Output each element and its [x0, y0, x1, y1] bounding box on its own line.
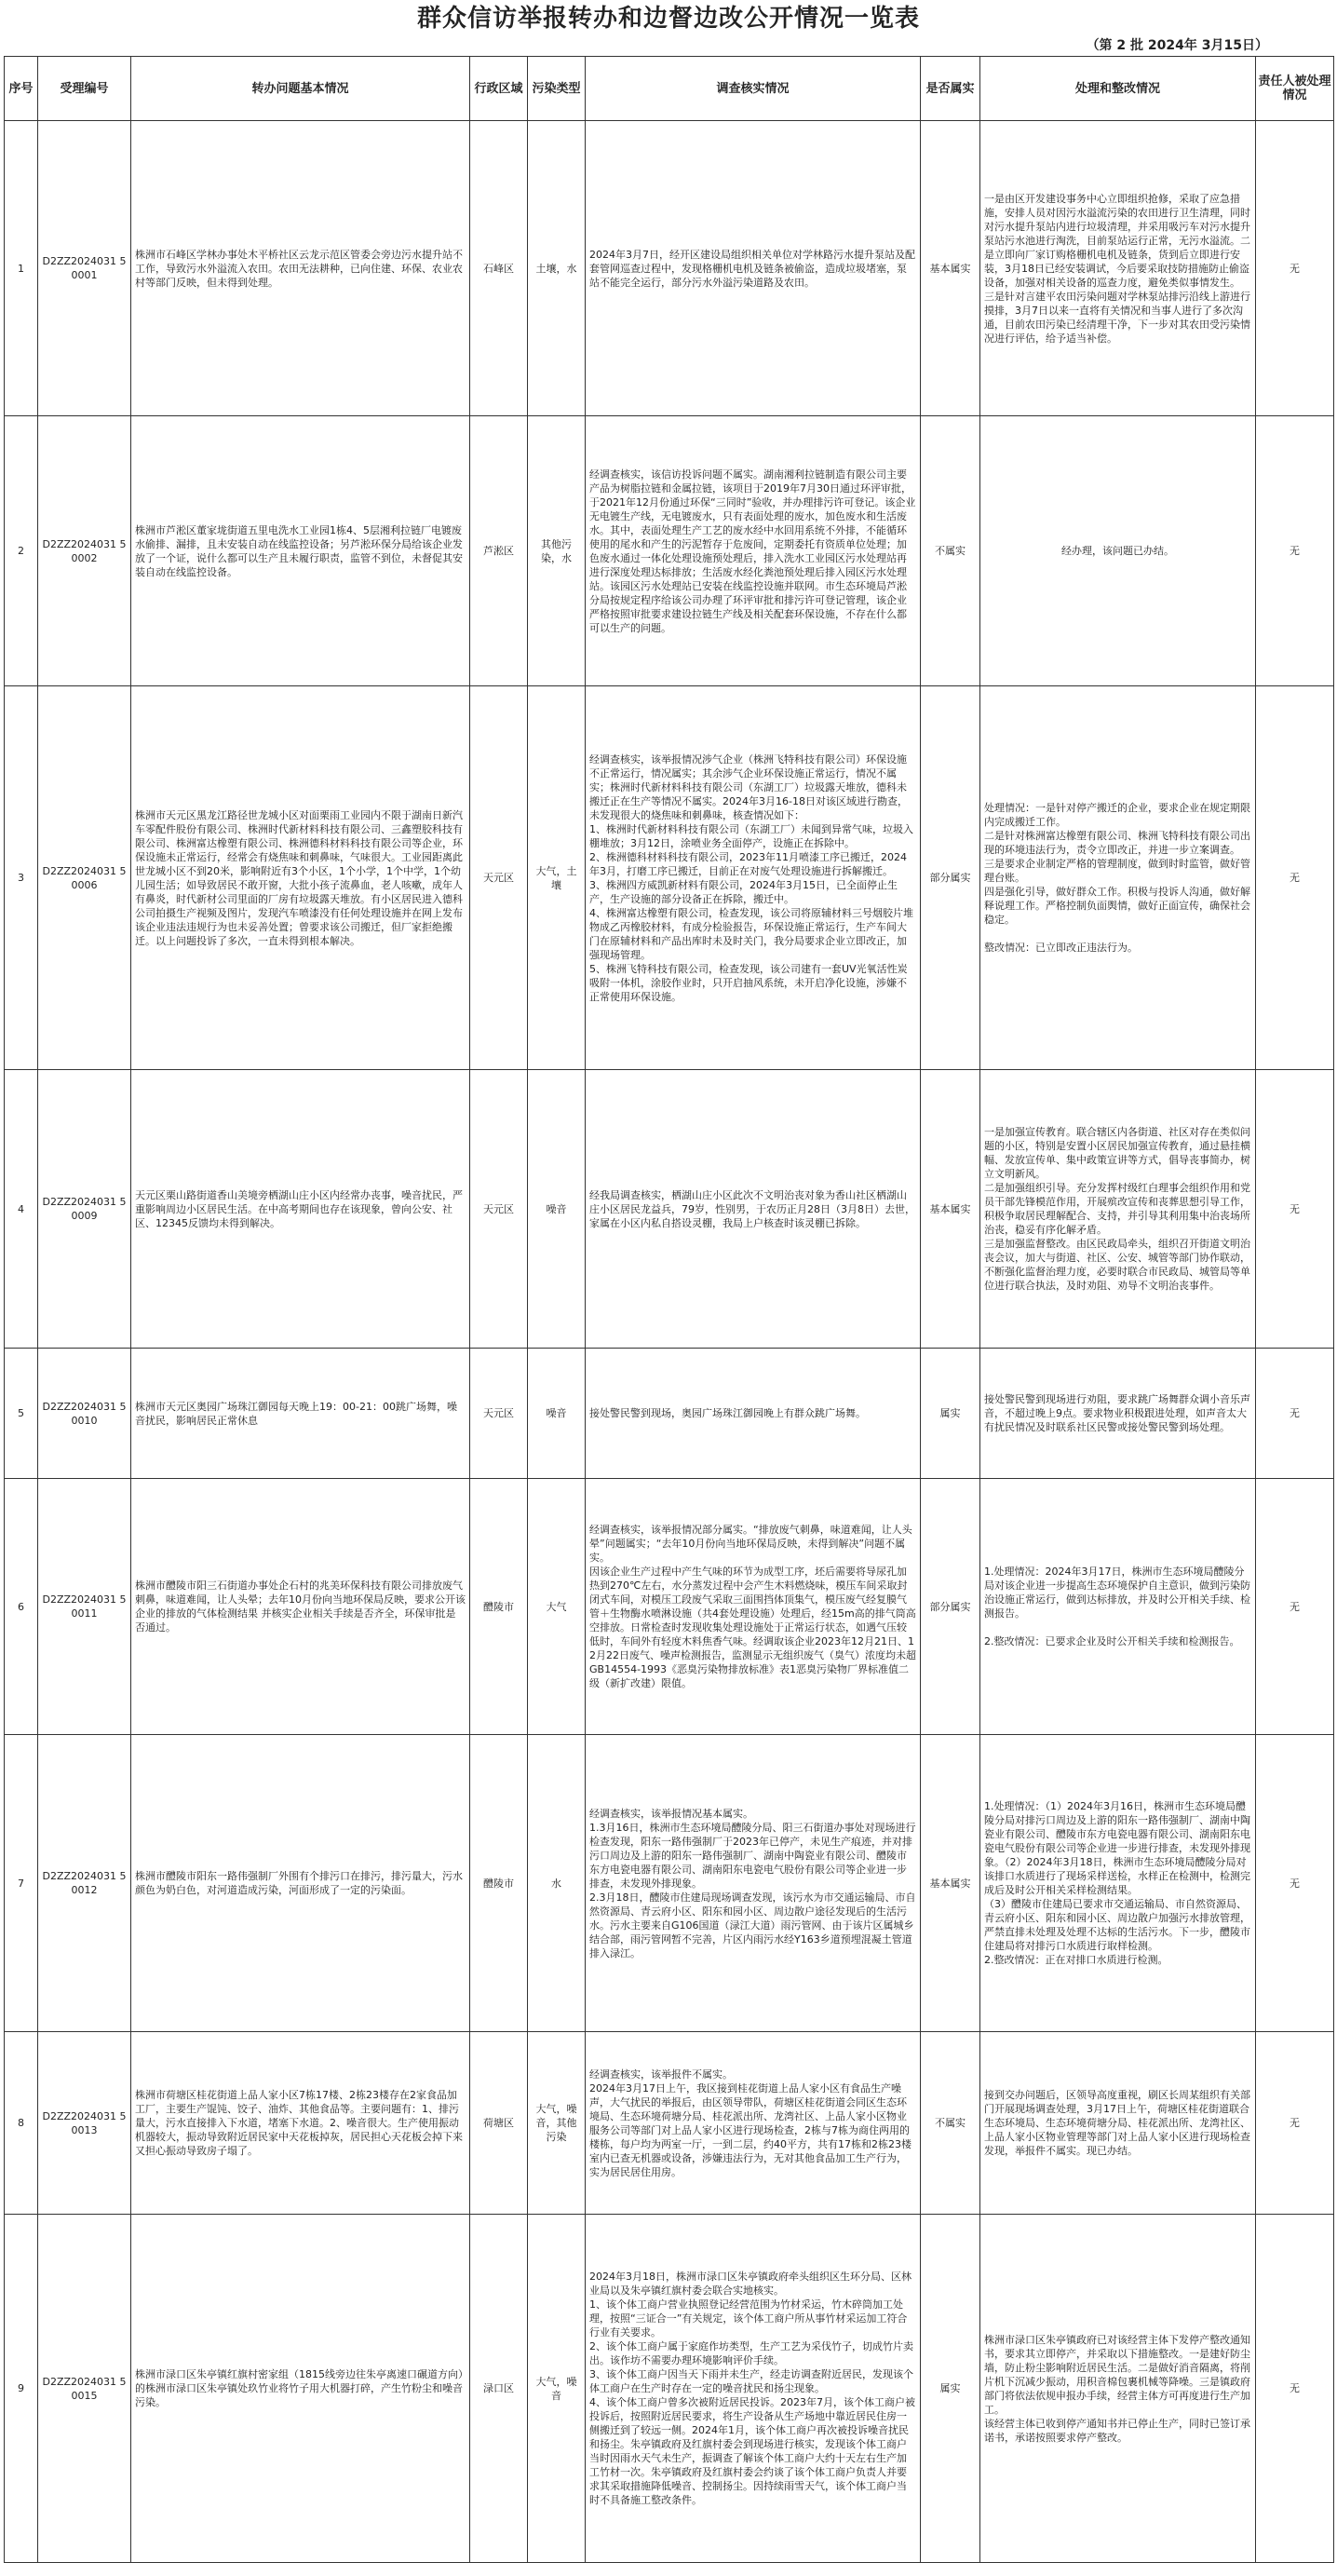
cell-code: D2ZZ2024031 50011: [38, 1479, 131, 1735]
cell-pollution: 大气，噪音，其他污染: [528, 2032, 586, 2215]
document-page: [0, 2, 1337, 2576]
cell-accountability: 无: [1256, 1070, 1334, 1349]
cell-verified: 不属实: [921, 2032, 980, 2215]
cell-district: 醴陵市: [470, 1479, 528, 1735]
cell-problem: 株洲市天元区黑龙江路径世龙城小区对面栗雨工业园内不限于湖南日新汽车零配件股份有限公司、株洲时代新材料科技有限公司、三鑫塑胶科技有限公司、株洲富达橡塑有限公司、株洲德科材料科技有限公司等企业，环保设施未正常运行，经常会有烧焦味和刺鼻味，气味很大。工业园距离此世龙城小区不到20米，影响附近有3个小区，1个小学，1个中学，1个幼儿园生活；如导致居民不敢开窗，大批小孩子流鼻血，老人咳嗽，成年人有鼻炎，时代新材公司里面的厂房有垃圾露天堆放。有小区居民进入德科公司拍摄生产视频及图片，发现汽车喷漆没有任何处理设施并在网上发布该企业违法违规行为也未妥善处置；曾要求该公司搬迁，但厂家拒绝搬迁。以上问题投诉了多次，一直未得到根本解决。: [131, 686, 470, 1070]
cell-accountability: 无: [1256, 686, 1334, 1070]
cell-problem: 天元区栗山路街道香山美境旁栖湖山庄小区内经常办丧事，噪音扰民，严重影响周边小区居民生活。在中高考期间也存在该现象，曾向公安、社区、12345反馈均未得到解决。: [131, 1070, 470, 1349]
page-title: 群众信访举报转办和边督边改公开情况一览表: [416, 5, 920, 33]
cell-accountability: 无: [1256, 1349, 1334, 1479]
cell-district: 芦淞区: [470, 416, 528, 686]
cell-seq: 1: [5, 121, 38, 416]
cell-verified: 基本属实: [921, 121, 980, 416]
cell-code: D2ZZ2024031 50006: [38, 686, 131, 1070]
cell-code: D2ZZ2024031 50015: [38, 2215, 131, 2563]
cell-seq: 3: [5, 686, 38, 1070]
cell-pollution: 大气，噪音: [528, 2215, 586, 2563]
header-code: 受理编号: [38, 57, 131, 121]
cell-problem: 株洲市醴陵市阳东一路伟强制厂外围有个排污口在排污，排污量大，污水颜色为奶白色，对河道造成污染，河面形成了一定的污染面。: [131, 1735, 470, 2032]
cell-verified: 不属实: [921, 416, 980, 686]
cell-pollution: 大气，土壤: [528, 686, 586, 1070]
table-row: [5, 2032, 1334, 2215]
cell-problem: 株洲市渌口区朱亭镇红旗村密家组（1815线旁边往朱亭离速口碾道方向）的株洲市渌口区朱亭镇处玖竹业将竹子用大机器打碎，产生竹粉尘和噪音污染。: [131, 2215, 470, 2563]
cell-investigation: 经调查核实，该举报情况基本属实。 1.3月16日，株洲市生态环境局醴陵分局、阳三石街道办事处对现场进行检查发现，阳东一路伟强制厂于2023年已停产，未见生产痕迹，并对排污口周边及上游的阳东一路伟强制厂、湖南中陶瓷业有限公司、醴陵市东方电瓷电器有限公司、湖南阳东电瓷电气股份有限公司等企业进一步排查，未发现外排现象。 2.3月18日，醴陵市住建局现场调查发现，该污水为市交通运输局、市自然资源局、青云府小区、阳东和园小区、周边散户途径发现后的生活污水。污水主要来自G106国道（渌江大道）雨污管网、由于该片区属城乡结合部，雨污管网暂不完善，片区内雨污水经Y163乡道预埋混凝土管道排入渌江。: [586, 1735, 921, 2032]
cell-accountability: 无: [1256, 1735, 1334, 2032]
cell-seq: 9: [5, 2215, 38, 2563]
table-header-row: [5, 57, 1334, 121]
cell-verified: 部分属实: [921, 686, 980, 1070]
cell-investigation: 接处警民警到现场，奥园广场珠江御园晚上有群众跳广场舞。: [586, 1349, 921, 1479]
cell-handling: 处理情况：一是针对停产搬迁的企业，要求企业在规定期限内完成搬迁工作。 二是针对株洲富达橡塑有限公司、株洲飞特科技有限公司出现的环境违法行为，责令立即改正，并进一步立案调查。 三是要求企业制定严格的管理制度，做到时时监管，做好管理台账。 四是强化引导，做好群众工作。积极与投诉人沟通，做好解释说理工作。严格控制负面舆情，做好正面宣传，确保社会稳定。 整改情况：已立即改正违法行为。: [980, 686, 1256, 1070]
cell-problem: 株洲市天元区奥园广场珠江御园每天晚上19：00-21：00跳广场舞，噪音扰民，影响居民正常休息: [131, 1349, 470, 1479]
cell-seq: 5: [5, 1349, 38, 1479]
cell-verified: 属实: [921, 2215, 980, 2563]
cell-pollution: 其他污染，水: [528, 416, 586, 686]
cell-verified: 基本属实: [921, 1070, 980, 1349]
cell-district: 天元区: [470, 1070, 528, 1349]
table-row: [5, 1070, 1334, 1349]
cell-investigation: 经我局调查核实，栖湖山庄小区此次不文明治丧对象为香山社区栖湖山庄小区居民龙益兵，79岁，性别男，于农历正月28日（3月8日）去世，家属在小区内私自搭设灵棚，我局上户核查时该灵棚已拆除。: [586, 1070, 921, 1349]
table-row: [5, 2215, 1334, 2563]
cell-accountability: 无: [1256, 1479, 1334, 1735]
cell-accountability: 无: [1256, 121, 1334, 416]
cell-handling: 一是加强宣传教育。联合辖区内各街道、社区对存在类似问题的小区，特别是安置小区居民加强宣传教育，通过悬挂横幅、发放宣传单、集中政策宣讲等方式，倡导丧事简办，树立文明新风。 二是加强组织引导。充分发挥村级红白理事会组织作用和党员干部先锋模范作用，开展殡改宣传和丧葬思想引导工作，积极争取居民理解配合、支持，并引导其利用集中治丧场所治丧，稳妥有序化解矛盾。 三是加强监督整改。由区民政局牵头，组织召开街道文明治丧会议，加大与街道、社区、公安、城管等部门协作联动，不断强化监督治理力度，必要时联合市民政局、城管局等单位进行联合执法，及时劝阻、劝导不文明治丧事件。: [980, 1070, 1256, 1349]
cell-handling: 接处警民警到现场进行劝阻，要求跳广场舞群众调小音乐声音，不超过晚上9点。要求物业积极跟进处理，如声音太大有扰民情况及时联系社区民警或接处警民警到场处理。: [980, 1349, 1256, 1479]
cell-pollution: 噪音: [528, 1070, 586, 1349]
cell-investigation: 2024年3月18日，株洲市渌口区朱亭镇政府牵头组织区生环分局、区林业局以及朱亭镇红旗村委会联合实地核实。 1、该个体工商户营业执照登记经营范围为竹材采运，竹木碎筒加工处理，按照“三证合一”有关规定，该个体工商户所从事竹材采运加工符合行业有关要求。 2、该个体工商户属于家庭作坊类型，生产工艺为采伐竹子，切成竹片卖出。该作坊不需要办理环境影响评价手续。 3、该个体工商户因当天下雨并未生产，经走访调查附近居民，发现该个体工商户在生产时存在一定的噪音扰民和扬尘现象。 4、该个体工商户曾多次被附近居民投诉。2023年7月，该个体工商户被投诉后，按照附近居民要求，将生产设备从生产场地中靠近居民住房一侧搬迁到了较远一侧。2024年1月，该个体工商户再次被投诉噪音扰民和扬尘。朱亭镇政府及红旗村委会到现场进行核实，发现该个体工商户当时因雨水天气未生产，振调查了解该个体工商户大约十天左右生产加工竹材一次。朱亭镇政府及红旗村委会约谈了该个体工商户负责人并要求其采取措施降低噪音、控制扬尘。因持续雨雪天气，该个体工商户当时不具备施工整改条件。: [586, 2215, 921, 2563]
table-row: [5, 1735, 1334, 2032]
header-problem: 转办问题基本情况: [131, 57, 470, 121]
header-district: 行政区域: [470, 57, 528, 121]
cell-investigation: 经调查核实，该信访投诉问题不属实。湖南湘利拉链制造有限公司主要产品为树脂拉链和金属拉链，该项目于2019年7月30日通过环评审批，于2021年12月份通过环保“三同时”验收，并办理排污许可登记。该企业无电镀生产线，无电镀废水，只有表面处理的废水，加色废水和生活废水。其中，表面处理生产工艺的废水经中水回用系统不外排，不能循环使用的尾水和产生的污泥暂存于危废间，定期委托有资质单位处理；加色废水通过一体化处理设施预处理后，排入洗水工业园区污水处理站再进行深度处理达标排放；生活废水经化粪池预处理后排入园区污水处理站。该园区污水处理站已安装在线监控设施并联网。市生态环境局芦淞分局按规定程序给该公司办理了环评审批和排污许可登记管理，该企业严格按照审批要求建设拉链生产线及相关配套环保设施，不存在什么都可以生产的问题。: [586, 416, 921, 686]
cell-verified: 属实: [921, 1349, 980, 1479]
cell-code: D2ZZ2024031 50010: [38, 1349, 131, 1479]
table-row: [5, 686, 1334, 1070]
cell-problem: 株洲市醴陵市阳三石街道办事处企石村的兆美环保科技有限公司排放废气刺鼻，味道难闻，让人头晕；去年10月份向当地环保局反映，要求公开该企业的排放的气体检测结果 并核实企业相关手续是否齐全，环保审批是否通过。: [131, 1479, 470, 1735]
cell-problem: 株洲市石峰区学林办事处木平桥社区云龙示范区管委会旁边污水提升站不工作，导致污水外溢流入农田。农田无法耕种，已向住建、环保、农业农村等部门反映，但未得到处理。: [131, 121, 470, 416]
cell-accountability: 无: [1256, 2032, 1334, 2215]
cell-district: 荷塘区: [470, 2032, 528, 2215]
cell-verified: 基本属实: [921, 1735, 980, 2032]
cell-district: 石峰区: [470, 121, 528, 416]
cell-investigation: 经调查核实，该举报情况涉气企业（株洲飞特科技有限公司）环保设施不正常运行，情况属实；其余涉气企业环保设施正常运行，情况不属实；株洲时代新材料科技有限公司（东湖工厂）垃圾露天堆放，德科未搬迁正在生产等情况不属实。2024年3月16-18日对该区域进行勘查，未发现很大的烧焦味和刺鼻味，核查情况如下： 1、株洲时代新材料科技有限公司（东湖工厂）未闻到异常气味，垃圾入棚堆放；3月12日，涂喷业务全面停产，设施正在拆除中。 2、株洲德科材料科技有限公司，2023年11月喷漆工序已搬迁，2024年3月，打磨工序已搬迁，目前正在对废气处理设施进行拆解搬迁。 3、株洲四方威凯新材料有限公司，2024年3月15日，已全面停止生产，生产设施的部分设备正在拆除，搬迁中。 4、株洲富达橡塑有限公司，检查发现，该公司将原辅材料三号烟胶片堆物成乙丙橡胶材料，有成分检验报告，环保设施正常运行，生产车间大门在原辅材料和产品出库时未及时关门，我分局要求企业立即改正，加强现场管理。 5、株洲飞特科技有限公司，检查发现，该公司建有一套UV光氧活性炭吸附一体机，涂胶作业时，只开启抽风系统，未开启净化设施，涉嫌不正常使用环保设施。: [586, 686, 921, 1070]
header-pollution: 污染类型: [528, 57, 586, 121]
cell-seq: 4: [5, 1070, 38, 1349]
cell-handling: 1.处理情况：2024年3月17日，株洲市生态环境局醴陵分局对该企业进一步提高生态环境保护自主意识，做到污染防治设施正常运行，做到达标排放，并及时公开相关手续、检测报告。 2.整改情况：已要求企业及时公开相关手续和检测报告。: [980, 1479, 1256, 1735]
batch-date: （第 2 批 2024年 3月15日）: [1086, 38, 1268, 53]
disclosure-table: [4, 56, 1334, 2563]
header-verified: 是否属实: [921, 57, 980, 121]
table-row: [5, 416, 1334, 686]
cell-investigation: 经调查核实，该举报情况部分属实。“排放废气刺鼻，味道难闻，让人头晕”问题属实；“去年10月份向当地环保局反映，未得到解决”问题不属实。 因该企业生产过程中产生气味的环节为成型工序，坯后需要将导尿孔加热到270℃左右，水分蒸发过程中会产生木料燃烧味，模压车间采取封闭式车间，对模压工段废气采取三面围挡体顶集气，模压废气经复膜气管＋生物酶水喷淋设施（共4套处理设施）处理后，经15m高的排气筒高空排放。日常检查时发现收集处理设施处于正常运行状态，如遇气压较低时，车间外有轻度木料焦香气味。经调取该企业2023年12月21日、12月22日废气、噪声检测报告，监测显示无组织废气（臭气）浓度均未超GB14554-1993《恶臭污染物排放标准》表1恶臭污染物厂界标准值二级（新扩改建）限值。: [586, 1479, 921, 1735]
cell-handling: 一是由区开发建设事务中心立即组织抢修，采取了应急措施，安排人员对因污水溢流污染的农田进行卫生清理，同时对污水提升泵站内进行垃圾清理，并采用吸污车对污水提升泵站污水池进行淘洗，目前泵站运行正常，无污水溢流。二是立即向厂家订购格栅机电机及链条，货到后立即进行安装，3月18日已经安装调试，今后要采取技防措施防止偷盗设备，加强对相关设备的巡查力度，避免类似事情发生。 三是针对言建平农田污染问题对学林泵站排污沿线上游进行摸排，3月7日以来一直将有关情况和当事人进行了多次沟通，目前农田污染已经清理干净，下一步对其农田受污染情况进行评估，给予适当补偿。: [980, 121, 1256, 416]
cell-handling: 1.处理情况：（1）2024年3月16日，株洲市生态环境局醴陵分局对排污口周边及上游的阳东一路伟强制厂、湖南中陶瓷业有限公司、醴陵市东方电瓷电器有限公司、湖南阳东电瓷电气股份有限公司等企业进一步进行排查，未发现外排现象。（2）2024年3月18日，株洲市生态环境局醴陵分局对该排口水质进行了现场采样送检，水样正在检测中，检测完成后及时公开相关采样检测结果。 （3）醴陵市住建局已要求市交通运输局、市自然资源局、青云府小区、阳东和园小区、周边散户加强污水排放管理，严禁直排未处理及处理不达标的生活污水。下一步，醴陵市住建局将对排污口水质进行取样检测。 2.整改情况：正在对排口水质进行检测。: [980, 1735, 1256, 2032]
table-row: [5, 1349, 1334, 1479]
cell-district: 渌口区: [470, 2215, 528, 2563]
cell-problem: 株洲市荷塘区桂花街道上品人家小区7栋17楼、2栋23楼存在2家食品加工厂，主要生产馄饨、饺子、油炸、其他食品等。主要问题有：1、排污量大，污水直接排入下水道，堵塞下水道。2、噪音很大。生产使用振动机器较大，振动导致附近居民家中天花板掉灰，居民担心天花板会掉下来又担心振动导致房子塌了。: [131, 2032, 470, 2215]
cell-code: D2ZZ2024031 50012: [38, 1735, 131, 2032]
cell-accountability: 无: [1256, 2215, 1334, 2563]
cell-verified: 部分属实: [921, 1479, 980, 1735]
table-row: [5, 1479, 1334, 1735]
cell-code: D2ZZ2024031 50001: [38, 121, 131, 416]
cell-handling: 株洲市渌口区朱亭镇政府已对该经营主体下发停产整改通知书，要求其立即停产，并采取以下措施整改。一是建好防尘墙，防止粉尘影响附近居民生活。二是做好消音隔离，将削片机下沉减少振动，用积音棉包裹机械等降噪。三是镇政府部门将依法依规申报办手续，经营主体方可再度进行生产加工。 该经营主体已收到停产通知书并已停止生产，同时已签订承诺书，承诺按照要求停产整改。: [980, 2215, 1256, 2563]
header-seq: 序号: [5, 57, 38, 121]
cell-seq: 6: [5, 1479, 38, 1735]
cell-code: D2ZZ2024031 50002: [38, 416, 131, 686]
cell-district: 醴陵市: [470, 1735, 528, 2032]
header-investigation: 调查核实情况: [586, 57, 921, 121]
cell-investigation: 经调查核实，该举报件不属实。 2024年3月17日上午，我区接到桂花街道上品人家小区有食品生产噪声，大气扰民的举报后，由区领导带队，荷塘区桂花街道会同区生态环境局、生态环境荷塘分局、桂花派出所、龙湾社区、上品人家小区物业服务公司等部门对上品人家小区进行现场检查，2栋与7栋为商住两用的楼栋，每户均为两室一厅，一到二层，约40平方，共有17栋和2栋23楼室内已查无机器或设备，涉嫌违法行为，无对其他食品加工生产行为，实为居民居住用房。: [586, 2032, 921, 2215]
cell-pollution: 噪音: [528, 1349, 586, 1479]
cell-district: 天元区: [470, 686, 528, 1070]
cell-problem: 株洲市芦淞区董家垅街道五里电洗水工业园1栋4、5层湘利拉链厂电镀废水偷排、漏排，且未安装自动在线监控设备；另芦淞环保分局给该企业发放了一个证，说什么都可以生产且未履行职责，监管不到位，未督促其安装自动在线监控设备。: [131, 416, 470, 686]
header-accountability: 责任人被处理情况: [1256, 57, 1334, 121]
cell-pollution: 水: [528, 1735, 586, 2032]
header-handling: 处理和整改情况: [980, 57, 1256, 121]
cell-seq: 8: [5, 2032, 38, 2215]
cell-code: D2ZZ2024031 50009: [38, 1070, 131, 1349]
cell-pollution: 土壤，水: [528, 121, 586, 416]
cell-handling: 经办理，该问题已办结。: [980, 416, 1256, 686]
cell-pollution: 大气: [528, 1479, 586, 1735]
cell-accountability: 无: [1256, 416, 1334, 686]
table-row: [5, 121, 1334, 416]
cell-district: 天元区: [470, 1349, 528, 1479]
cell-seq: 7: [5, 1735, 38, 2032]
cell-code: D2ZZ2024031 50013: [38, 2032, 131, 2215]
cell-seq: 2: [5, 416, 38, 686]
cell-handling: 接到交办问题后，区领导高度重视，刷区长周某组织有关部门开展现场调查处理，3月17日上午，荷塘区桂花街道联合生态环境局、生态环境荷塘分局、桂花派出所、龙湾社区、上品人家小区物业管理等部门对上品人家小区进行现场检查发现，举报件不属实。现已办结。: [980, 2032, 1256, 2215]
cell-investigation: 2024年3月7日，经开区建设局组织相关单位对学林路污水提升泵站及配套管网巡查过程中，发现格栅机电机及链条被偷盗，造成垃圾堵塞，泵站不能完全运行，部分污水外溢污染道路及农田。: [586, 121, 921, 416]
